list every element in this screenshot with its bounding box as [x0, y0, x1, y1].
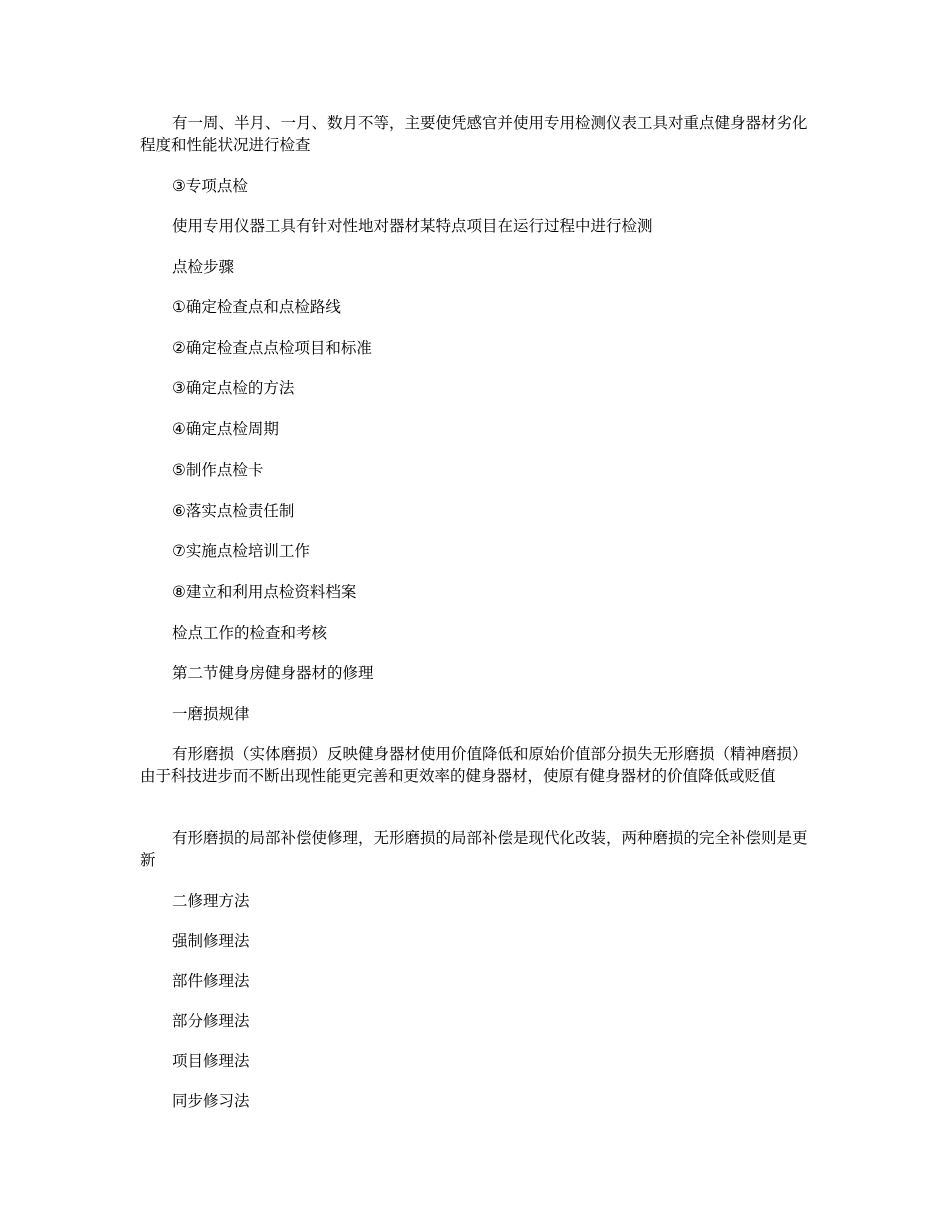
paragraph-step-6: ⑥落实点检责任制: [172, 502, 295, 520]
paragraph-step-7: ⑦实施点检培训工作: [172, 542, 310, 560]
paragraph-step-5: ⑤制作点检卡: [172, 461, 264, 479]
paragraph-forced-repair: 强制修理法: [172, 932, 250, 950]
paragraph-special-inspection-desc: 使用专用仪器工具有针对性地对器材某特点项目在运行过程中进行检测: [172, 217, 653, 235]
section-heading-repair: 第二节健身房健身器材的修理: [172, 664, 374, 682]
paragraph-step-2: ②确定检查点点检项目和标准: [172, 339, 372, 357]
paragraph-wear-rules: 一磨损规律: [172, 705, 250, 723]
paragraph-partial-repair: 部分修理法: [172, 1012, 250, 1030]
paragraph-step-3: ③确定点检的方法: [172, 379, 295, 397]
paragraph-step-4: ④确定点检周期: [172, 420, 279, 438]
paragraph-sync-repair: 同步修习法: [172, 1092, 250, 1110]
paragraph-wear-types: 有形磨损（实体磨损）反映健身器材使用价值降低和原始价值部分损失无形磨损（精神磨损）由于科技进步而不断出现性能更完善和更效率的健身器材，使原有健身器材的价值降低或贬值: [140, 745, 808, 785]
paragraph-item-repair: 项目修理法: [172, 1052, 250, 1070]
paragraph-check-assessment: 检点工作的检查和考核: [172, 624, 328, 642]
paragraph-repair-methods: 二修理方法: [172, 892, 250, 910]
paragraph-step-8: ⑧建立和利用点检资料档案: [172, 583, 357, 601]
paragraph-inspection-steps: 点检步骤: [172, 258, 235, 276]
paragraph-inspection-period: 有一周、半月、一月、数月不等，主要使凭感官并使用专用检测仪表工具对重点健身器材劣化程度和性能状况进行检查: [140, 114, 808, 154]
paragraph-component-repair: 部件修理法: [172, 972, 250, 990]
paragraph-special-inspection: ③专项点检: [172, 177, 248, 195]
paragraph-step-1: ①确定检查点和点检路线: [172, 298, 341, 316]
paragraph-wear-compensation: 有形磨损的局部补偿使修理，无形磨损的局部补偿是现代化改装，两种磨损的完全补偿则是更新: [140, 829, 808, 869]
